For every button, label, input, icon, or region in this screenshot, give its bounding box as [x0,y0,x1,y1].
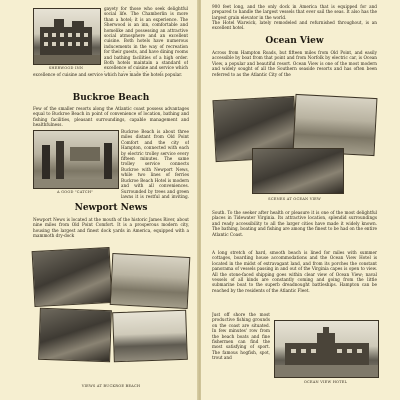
buckroe-paragraph-2: Buckroe Beach is about three miles distant from Old Point Comfort and the city of Hampton, connected with each by electric trolley service every fifteen minutes. The same trolley service connects Buckroe with Newport News, while two lines of ferries [121,129,189,177]
buckroe-view-photo-2 [110,253,191,309]
ocean-view-hotel-caption: OCEAN VIEW HOTEL [303,380,348,384]
buckroe-heading: Buckroe Beach [72,93,150,103]
buckroe-paragraph-3: Buckroe Beach Hotel is modern and with all conveniences. Surrounded by trees and green lawns it is restful and inviting. [121,178,189,199]
intro-paragraph-end: excellence of cuisine and service which have made the hotels popular. [33,72,183,77]
ocean-view-photo-2 [293,94,378,156]
buckroe-views-collage [33,249,189,379]
ocean-view-scenes-caption: SCENES AT OCEAN VIEW [268,197,321,201]
sherwood-inn-photo [33,8,101,65]
ocean-view-heading: Ocean View [265,36,324,46]
ocean-view-paragraph-3: A long stretch of hard, smooth beach is lined for miles with summer cottages, boarding house accommodations and the Ocean View Hotel is located in the midst of extravagant land, and from its porches the constant panorama of vessels passing in and out of the Virginia capes is open to view. All the stone-faced shipping goes within clear view of Ocean View; naval vessels of all kinds are constantly coming and going from the little submarine boat to the superb dreadnought battleships. Hampton can be reached by the residents of the Atlantic Fleet. [212,250,377,293]
good-catch-photo [33,130,119,189]
ocean-view-scenes-collage [212,90,377,202]
buckroe-paragraph-1: Few of the smaller resorts along the Atlantic coast possess advantages equal to Buckroe Beach in point of convenience of location, bathing and fishing facilities, pleasant surroundings, capable management and healthfulness. [33,106,189,128]
good-catch-caption: A GOOD "CATCH" [56,190,94,194]
newport-paragraph-1: Newport News is located at the mouth of the historic James River, about nine miles from Old Point Comfort. It is a prosperous modern city, housing the largest and finest dock yards in America, equipped with a mammoth dry-dock [33,217,189,239]
buckroe-view-photo-4 [112,310,188,363]
newport-heading: Newport News [74,203,148,213]
sherwood-caption: SHERWOOD INN [48,66,84,70]
buckroe-views-caption: VIEWS AT BUCKROE BEACH [81,384,141,388]
ocean-view-hotel-photo [274,320,379,378]
buckroe-view-photo-1 [32,247,113,307]
ocean-view-paragraph-4: Just off shore the most productive fishing grounds on the coast are situated. In few minutes' row from the beach boats and fine fishermen can find the most satisfying of sport. The famous hogfish, spot, trout and [212,312,270,361]
buckroe-view-photo-3 [38,308,112,362]
ocean-view-paragraph-2: South. To the seeker after health or pleasure it is one of the most delightful places in Tidewater Virginia. Its attractive location, splendid surroundings and ready accessibility to all the larger cities have made it widely known. The bathing, boating and fishing are among the finest to be had on the entire Atlantic Coast. [212,210,377,237]
intro-paragraph: gayety for those who seek delightful social life. The Chamberlin is more than a hotel; it is an experience. The Sherwood is an inn, comfortable and homelike and possessing an attractive social atmosphere and an excellent cuisine. Both hotels have numerous inducements in the way of recreation for their guests, and have dining rooms and bathing facilities of a high order. Both hotels maintain a standard of excellence of cuisine and service which [104,6,188,71]
newport-paragraph-2: 900 feet long, and the only dock in America that is equipped for and prepared to handle the largest vessels that ever sail the seas. It also has the largest grain elevator in the world. [212,4,377,20]
ocean-view-paragraph-1: Across from Hampton Roads, but fifteen miles from Old Point, and easily accessible by boat from that point and from Norfolk by electric car, is Ocean View, a popular and beautiful resort. Ocean View is one of the most modern and widely sought of all the Southern seaside resorts and has often been referred to as the Atlantic City of the [212,50,377,77]
hotel-warwick-paragraph: The Hotel Warwick, lately remodeled and refurnished throughout, is an excellent hotel. [212,20,377,31]
ocean-view-photo-3 [252,148,344,194]
